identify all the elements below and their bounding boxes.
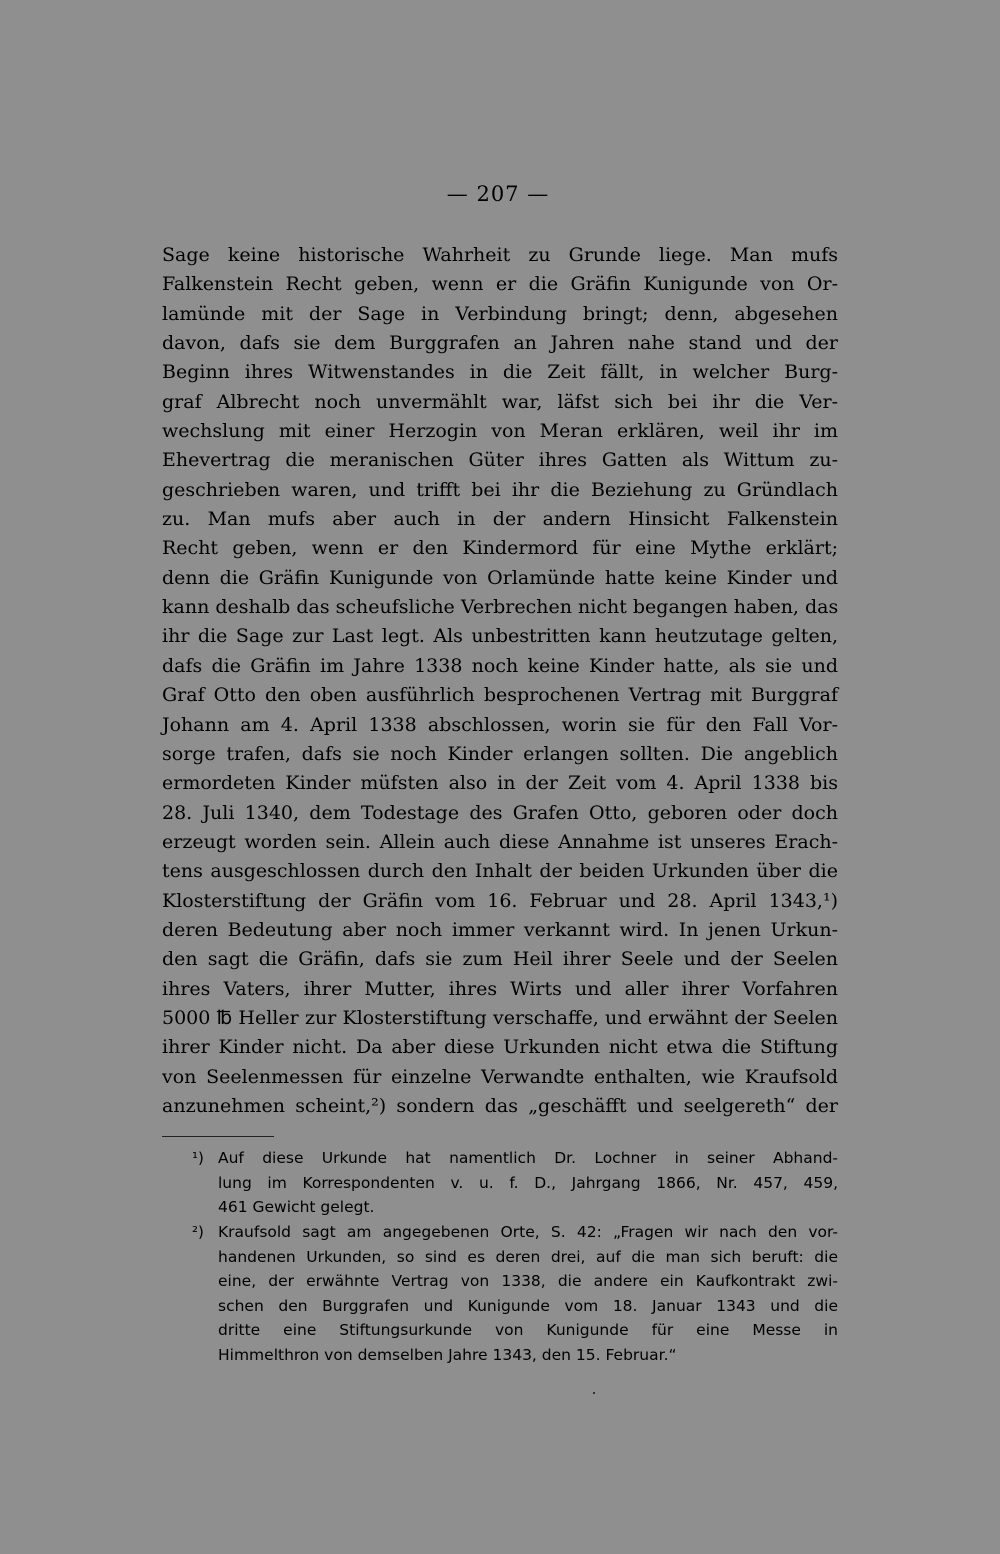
body-line: ermordeten Kinder müfsten also in der Zeit vom 4. April 1338 bis (162, 772, 838, 795)
body-line: kann deshalb das scheufsliche Verbrechen nicht begangen haben, das (162, 596, 839, 619)
body-line: zu. Man mufs aber auch in der andern Hinsicht Falkenstein (162, 508, 838, 531)
body-line: 5000 ℔ Heller zur Klosterstiftung verschaffe, und erwähnt der Seelen (162, 1006, 838, 1029)
footnote-line: schen den Burggrafen und Kunigunde vom 18. Januar 1343 und die (218, 1296, 838, 1315)
footnote-1 (162, 1146, 838, 1220)
body-line: Recht geben, wenn er den Kindermord für eine Mythe erklärt; (162, 537, 838, 560)
body-line: dafs die Gräfin im Jahre 1338 noch keine Kinder hatte, als sie und (162, 654, 838, 677)
body-line: Graf Otto den oben ausführlich besprochenen Vertrag mit Burggraf (162, 684, 838, 707)
body-line: anzunehmen scheint,²) sondern das „geschäfft und seelgereth“ der (162, 1094, 838, 1117)
page-number: — 207 — (446, 182, 550, 206)
footnote-line: dritte eine Stiftungsurkunde von Kunigunde für eine Messe in (218, 1321, 838, 1339)
body-line: Johann am 4. April 1338 abschlossen, worin sie für den Fall Vor- (162, 713, 838, 736)
footnotes (162, 1146, 838, 1367)
body-line: 28. Juli 1340, dem Todestage des Grafen Otto, geboren oder doch (162, 801, 838, 824)
footnote-divider (162, 1136, 274, 1137)
body-text (162, 241, 838, 1121)
body-line: lamünde mit der Sage in Verbindung bringt; denn, abgesehen (162, 302, 838, 325)
body-line: Ehevertrag die meranischen Güter ihres Gatten als Wittum zu- (162, 449, 838, 472)
body-line: ihres Vaters, ihrer Mutter, ihres Wirts und aller ihrer Vorfahren (162, 977, 838, 1000)
footnote-line: eine, der erwähnte Vertrag von 1338, die andere ein Kaufkontrakt zwi- (218, 1272, 838, 1290)
footnote-marker: ²) (192, 1223, 204, 1241)
body-line: von Seelenmessen für einzelne Verwandte enthalten, wie Kraufsold (162, 1065, 838, 1088)
body-line: ihr die Sage zur Last legt. Als unbestritten kann heutzutage gelten, (162, 625, 838, 648)
body-line: davon, dafs sie dem Burggrafen an Jahren nahe stand und der (162, 332, 838, 355)
body-line: deren Bedeutung aber noch immer verkannt wird. In jenen Urkun- (162, 918, 838, 941)
footnote-2 (162, 1220, 838, 1367)
body-line: Falkenstein Recht geben, wenn er die Gräfin Kunigunde von Or- (162, 273, 838, 296)
footnote-line: 461 Gewicht gelegt. (218, 1198, 375, 1216)
footnote-line: handenen Urkunden, so sind es deren drei, auf die man sich beruft: die (218, 1247, 838, 1266)
body-line: wechslung mit einer Herzogin von Meran erklären, weil ihr im (162, 420, 838, 443)
footnote-line: lung im Korrespondenten v. u. f. D., Jahrgang 1866, Nr. 457, 459, (218, 1173, 838, 1192)
footnote-line: Himmelthron von demselben Jahre 1343, den 15. Februar.“ (218, 1345, 677, 1364)
footnote-line: Auf diese Urkunde hat namentlich Dr. Lochner in seiner Abhand- (218, 1149, 838, 1167)
body-line: erzeugt worden sein. Allein auch diese Annahme ist unseres Erach- (162, 830, 838, 853)
body-line: ihrer Kinder nicht. Da aber diese Urkunden nicht etwa die Stiftung (162, 1036, 838, 1059)
footnote-marker: ¹) (192, 1149, 204, 1167)
body-line: sorge trafen, dafs sie noch Kinder erlangen sollten. Die angeblich (162, 742, 838, 765)
body-line: Klosterstiftung der Gräfin vom 16. Februar und 28. April 1343,¹) (162, 889, 838, 912)
body-line: Sage keine historische Wahrheit zu Grunde liege. Man mufs (162, 244, 838, 266)
body-line: tens ausgeschlossen durch den Inhalt der beiden Urkunden über die (162, 860, 838, 883)
body-line: denn die Gräfin Kunigunde von Orlamünde hatte keine Kinder und (162, 566, 838, 589)
body-line: geschrieben waren, und trifft bei ihr die Beziehung zu Gründlach (162, 478, 838, 501)
body-line: Beginn ihres Witwenstandes in die Zeit fällt, in welcher Burg- (162, 361, 838, 384)
footnote-line: Kraufsold sagt am angegebenen Orte, S. 42: „Fragen wir nach den vor- (218, 1223, 838, 1241)
scan-speck (593, 1392, 595, 1394)
body-line: den sagt die Gräfin, dafs sie zum Heil ihrer Seele und der Seelen (162, 948, 838, 971)
body-line: graf Albrecht noch unvermählt war, läfst sich bei ihr die Ver- (162, 390, 838, 413)
